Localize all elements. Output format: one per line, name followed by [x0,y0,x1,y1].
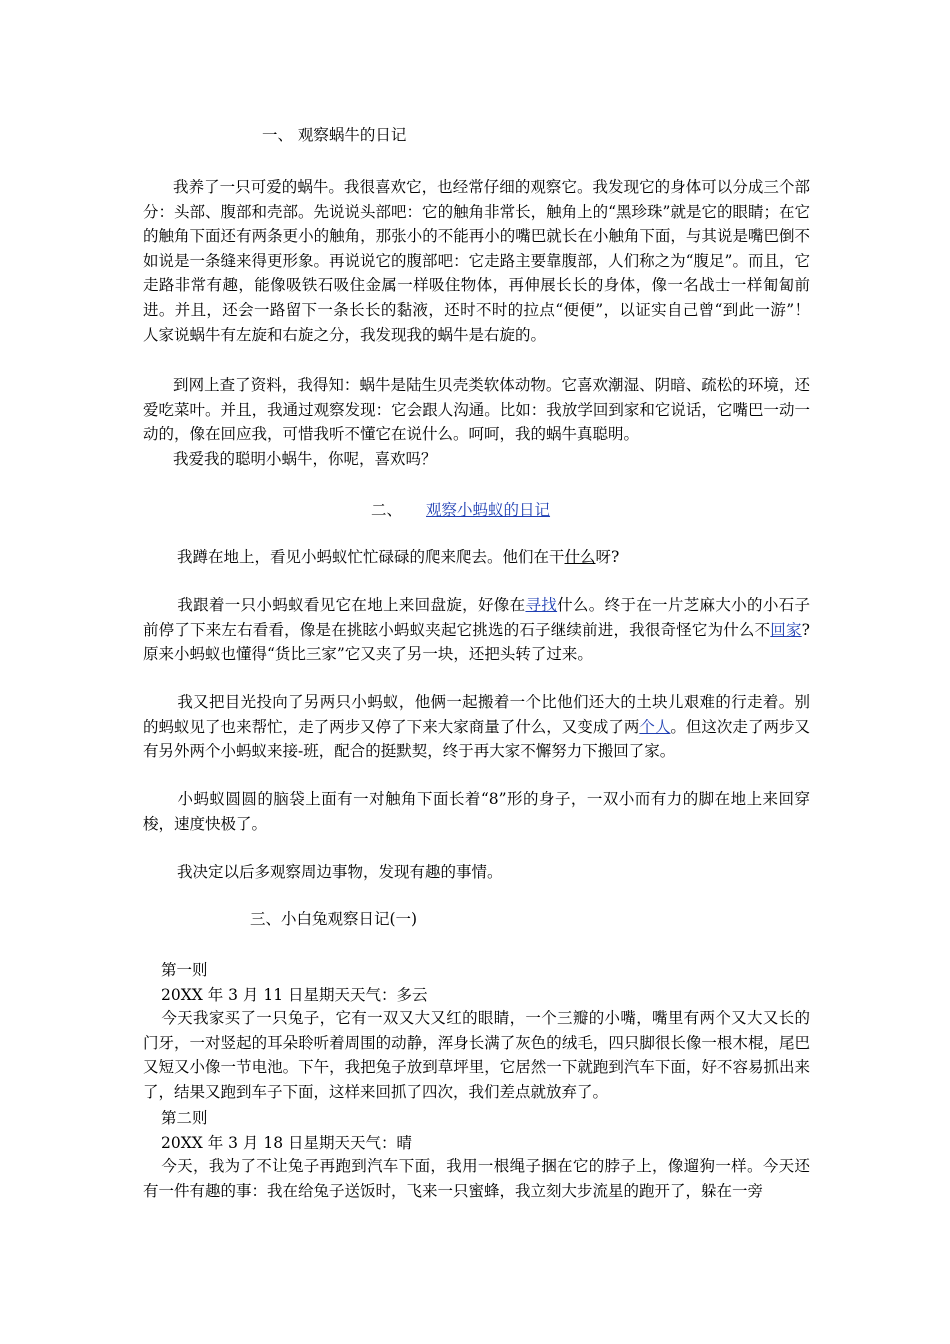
section-1-paragraph-2 [143,373,810,447]
section-2-paragraph-1-text-b: 呀? [595,548,620,566]
entry-1-text [143,1006,810,1104]
section-1-title: 一、 观察蜗牛的日记 [262,126,407,144]
section-2-paragraph-2-text-a: 我跟着一只小蚂蚁看见它在地上来回盘旋，好像在 [177,596,526,614]
section-1-paragraph-3-text: 我爱我的聪明小蜗牛，你呢，喜欢吗？ [173,450,437,468]
section-2-title [371,500,550,520]
section-1-paragraph-3 [143,447,810,472]
section-2-paragraph-3 [143,690,810,764]
section-2-paragraph-1-text-a: 我蹲在地上，看见小蚂蚁忙忙碌碌的爬来爬去。他们在干 [177,548,565,566]
entry-1-label: 第一则 [161,961,208,979]
entry-2-text [143,1154,810,1203]
section-2-title-number: 二、 [371,501,403,519]
section-2-paragraph-3-text-a: 我又把目光投向了另两只小蚂蚁，他俩一起搬着一个比他们还大的土块儿艰难的行走着。别的蚂蚁见了也来帮忙，走了两步又停了下来大家商量了什么，又变成了两 [143,693,810,736]
section-2-title-link[interactable]: 观察小蚂蚁的日记 [426,501,551,519]
section-2-paragraph-5-text: 我决定以后多观察周边事物，发现有趣的事情。 [177,863,503,881]
entry-1-date: 20XX 年 3 月 11 日星期天天气：多云 [161,986,428,1004]
entry-2-text-body: 今天，我为了不让兔子再跑到汽车下面，我用一根绳子捆在它的脖子上，像遛狗一样。今天还有一件有趣的事：我在给兔子送饭时，飞来一只蜜蜂，我立刻大步流星的跑开了，躲在一旁 [143,1157,810,1200]
section-2-paragraph-1-underlined: 什么 [564,548,596,566]
section-3-title: 三、小白兔观察日记(一) [250,910,418,928]
entry-2-label: 第二则 [161,1109,208,1127]
section-1-paragraph-1 [143,175,810,347]
section-2-paragraph-4 [143,787,810,836]
link-geren[interactable]: 个人 [639,717,671,736]
entry-1-text-body: 今天我家买了一只兔子，它有一双又大又红的眼睛，一个三瓣的小嘴，嘴里有两个又大又长的门牙，一对竖起的耳朵聆听着周围的动静，浑身长满了灰色的绒毛，四只脚很长像一根木棍，尾巴又短又小像一节电池。下午，我把兔子放到草坪里，它居然一下就跑到汽车下面，好不容易抓出来了，结果又跑到车子下面，这样来回抓了四次，我们差点就放弃了。 [143,1009,810,1101]
section-2-paragraph-2-text-b: 什么。终于在一片芝麻大小的小石子前停了下来左右看看，像是在挑眩小蚂蚁夹起它挑选的石子继续前进，我很奇怪它为什么不 [143,596,810,639]
section-2-paragraph-2 [143,593,810,667]
section-2-paragraph-4-text: 小蚂蚁圆圆的脑袋上面有一对触角下面长着“8”形的身子，一双小而有力的脚在地上来回穿梭，速度快极了。 [143,790,810,833]
link-xunzhao[interactable]: 寻找 [525,596,558,614]
section-1-paragraph-2-text: 到网上查了资料，我得知：蜗牛是陆生贝壳类软体动物。它喜欢潮湿、阴暗、疏松的环境，还爱吃菜叶。并且，我通过观察发现：它会跟人沟通。比如：我放学回到家和它说话，它嘴巴一动一动的，像在回应我，可惜我听不懂它在说什么。呵呵，我的蜗牛真聪明。 [143,376,810,444]
section-2-paragraph-2-text-c: ?原来小蚂蚁也懂得“货比三家”它又夹了另一块，还把头转了过来。 [143,620,810,664]
section-2-paragraph-1 [143,545,810,570]
link-huijia[interactable]: 回家 [770,620,802,639]
section-2-paragraph-3-text-b: 。但这次走了两步又有另外两个小蚂蚁来接-班，配合的挺默契，终于再大家不懈努力下搬回了家。 [143,717,810,761]
section-2-paragraph-5 [143,860,810,885]
entry-2-date: 20XX 年 3 月 18 日星期天天气：晴 [161,1134,413,1152]
section-1-paragraph-1-text: 我养了一只可爱的蜗牛。我很喜欢它，也经常仔细的观察它。我发现它的身体可以分成三个部分：头部、腹部和壳部。先说说头部吧：它的触角非常长，触角上的“黑珍珠”就是它的眼睛；在它的触角下面还有两条更小的触角，那张小的不能再小的嘴巴就长在小触角下面，与其说是嘴巴倒不如说是一条缝来得更形象。再说说它的腹部吧：它走路主要靠腹部，人们称之为“腹足”。而且，它走路非常有趣，能像吸铁石吸住金属一样吸住物体，再伸展长长的身体，像一名战士一样匍匐前进。并且，还会一路留下一条长长的黏液，还时不时的拉点“便便”，以证实自己曾“到此一游”！人家说蜗牛有左旋和右旋之分，我发现我的蜗牛是右旋的。 [143,178,810,344]
